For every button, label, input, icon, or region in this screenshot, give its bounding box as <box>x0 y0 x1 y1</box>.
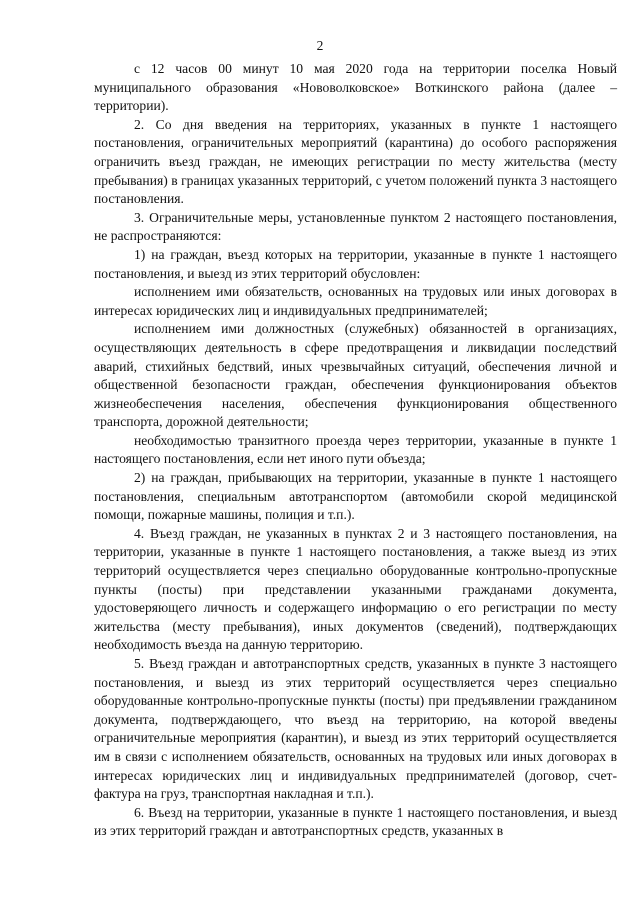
paragraph-3-1-c: необходимостью транзитного проезда через территории, указанные в пункте 1 настоящего постановления, если нет иного пути объезда; <box>94 432 617 467</box>
paragraph-3-1-b: исполнением ими должностных (служебных) обязанностей в организациях, осуществляющих деятельность в сфере предотвращения и ликвидации последствий аварий, стихийных бедствий, иных чрезвычайных ситуаций, обеспечения личной и общественной безопасности граждан, обеспечения функционирования объектов жизнеобеспечения населения, обеспечения функционирования общественного транспорта, дорожной деятельности; <box>94 321 617 430</box>
paragraph-5: 5. Въезд граждан и автотранспортных средств, указанных в пункте 3 настоящего постановления, и выезд из этих территорий осуществляется через специально оборудованные контрольно-пропускные пункты (посты) при предъявлении гражданином документа, подтверждающего, что въезд на территорию, на которой введены ограничительные мероприятия (карантин), и выезд из этих территорий осуществляется им в связи с исполнением обязательств, основанных на трудовых или иных договорах в интересах юридических лиц и индивидуальных предпринимателей (договор, счет-фактура на груз, транспортная накладная и т.п.). <box>94 656 617 802</box>
document-body <box>94 60 617 841</box>
paragraph-2: 2. Со дня введения на территориях, указанных в пункте 1 настоящего постановления, ограничительных мероприятий (карантина) до особого распоряжения ограничить въезд граждан, не имеющих регистрации по месту жительства (месту пребывания) в границах указанных территорий, с учетом положений пункта 3 настоящего постановления. <box>94 116 617 207</box>
paragraph-intro-continuation: с 12 часов 00 минут 10 мая 2020 года на территории поселка Новый муниципального образования «Нововолковское» Воткинского района (далее – территории). <box>94 61 617 114</box>
paragraph-3: 3. Ограничительные меры, установленные пунктом 2 настоящего постановления, не распространяются: <box>94 209 617 244</box>
paragraph-6: 6. Въезд на территории, указанные в пункте 1 настоящего постановления, и выезд из этих территорий граждан и автотранспортных средств, указанных в <box>94 804 617 839</box>
paragraph-3-2: 2) на граждан, прибывающих на территории, указанные в пункте 1 настоящего постановления, специальным автотранспортом (автомобили скорой медицинской помощи, пожарные машины, полиция и т.п.). <box>94 470 617 523</box>
paragraph-3-1: 1) на граждан, въезд которых на территории, указанные в пункте 1 настоящего постановления, и выезд из этих территорий обусловлен: <box>94 246 617 281</box>
page-number: 2 <box>316 38 324 53</box>
paragraph-3-1-a: исполнением ими обязательств, основанных на трудовых или иных договорах в интересах юридических лиц и индивидуальных предпринимателей; <box>94 284 617 318</box>
paragraph-4: 4. Въезд граждан, не указанных в пунктах 2 и 3 настоящего постановления, на территории, указанные в пункте 1 настоящего постановления, а также выезд из этих территорий осуществляется через специально оборудованные контрольно-пропускные пункты (посты) при представлении указанными гражданами документа, удостоверяющего личность и содержащего информацию о его регистрации по месту жительства (месту пребывания), иных документов (сведений), подтверждающих необходимость въезда на данную территорию. <box>94 525 617 653</box>
